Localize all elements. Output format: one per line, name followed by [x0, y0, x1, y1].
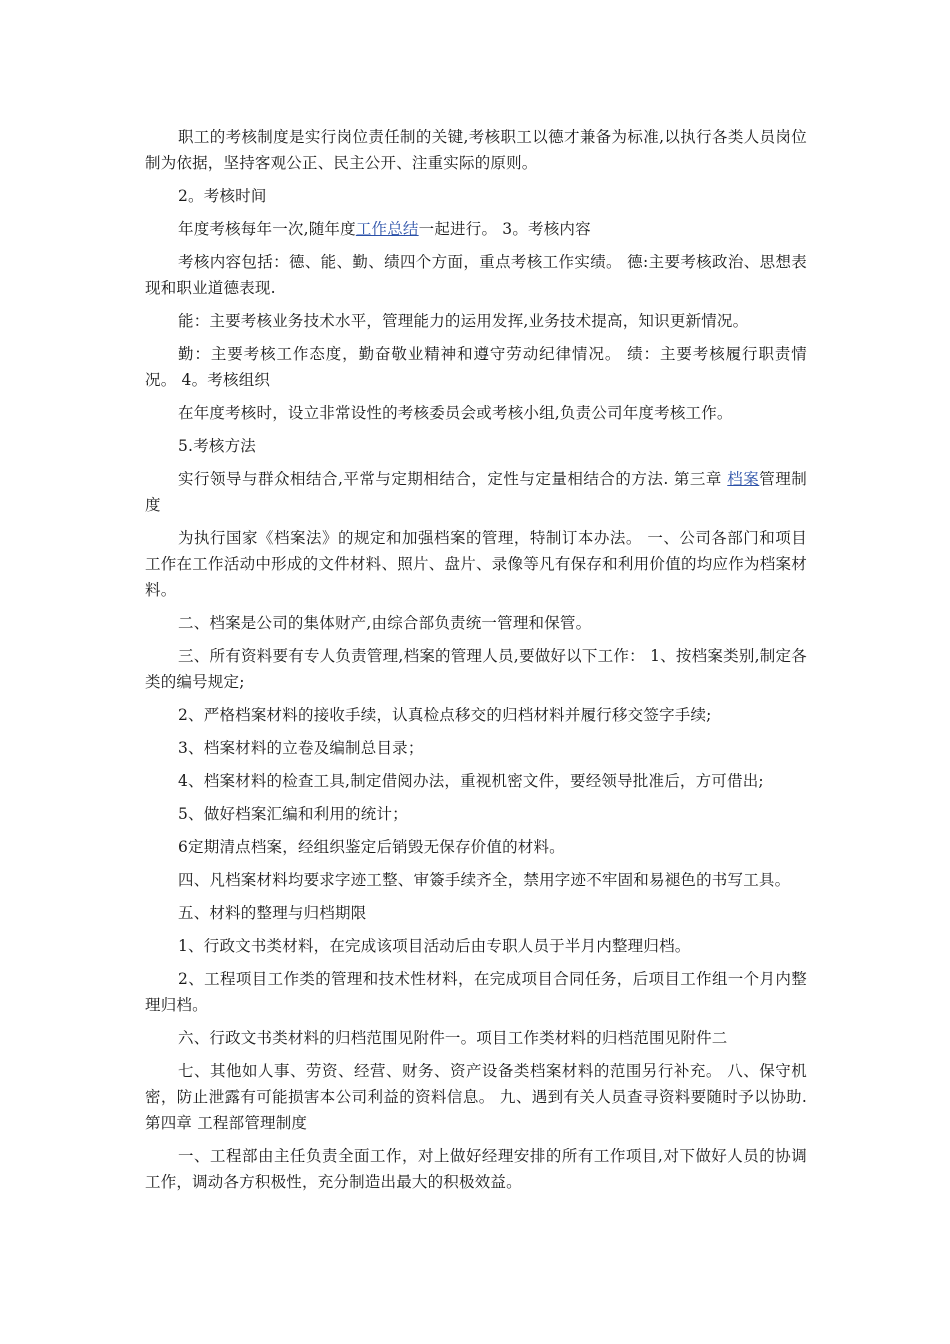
paragraph-text: 实行领导与群众相结合,平常与定期相结合，定性与定量相结合的方法. 第三章	[178, 470, 728, 488]
paragraph	[145, 643, 807, 695]
paragraph-text: 考核内容包括：德、能、勤、绩四个方面，重点考核工作实绩。 德:主要考核政治、思想表现和职业道德表现.	[145, 253, 807, 297]
paragraph	[145, 801, 807, 827]
paragraph	[145, 124, 807, 176]
paragraph-text: 2。考核时间	[178, 187, 267, 205]
inline-link[interactable]: 档案	[727, 470, 760, 488]
paragraph-text: 二、档案是公司的集体财产,由综合部负责统一管理和保管。	[178, 614, 592, 632]
paragraph	[145, 525, 807, 603]
paragraph	[145, 341, 807, 393]
paragraph	[145, 768, 807, 794]
paragraph-text: 职工的考核制度是实行岗位责任制的关键,考核职工以德才兼备为标准,以执行各类人员岗位制为依据，坚持客观公正、民主公开、注重实际的原则。	[145, 128, 807, 172]
paragraph-text: 为执行国家《档案法》的规定和加强档案的管理，特制订本办法。 一、公司各部门和项目工作在工作活动中形成的文件材料、照片、盘片、录像等凡有保存和利用价值的均应作为档案材料。	[145, 529, 807, 599]
paragraph-text: 年度考核每年一次,随年度	[178, 220, 356, 238]
paragraph	[145, 249, 807, 301]
paragraph-text: 五、材料的整理与归档期限	[178, 904, 367, 922]
paragraph	[145, 610, 807, 636]
paragraph	[145, 702, 807, 728]
paragraph-text: 5.考核方法	[178, 437, 256, 455]
paragraph	[145, 1025, 807, 1051]
paragraph-text: 6定期清点档案，经组织鉴定后销毁无保存价值的材料。	[178, 838, 565, 856]
paragraph-text: 四、凡档案材料均要求字迹工整、审簽手续齐全，禁用字迹不牢固和易褪色的书写工具。	[178, 871, 791, 889]
paragraph-text: 勤：主要考核工作态度，勤奋敬业精神和遵守劳动纪律情况。 绩：主要考核履行职责情况。 4。考核组织	[145, 345, 807, 389]
paragraph	[145, 1058, 807, 1136]
paragraph-text: 3、档案材料的立卷及编制总目录；	[178, 739, 424, 757]
paragraph	[145, 183, 807, 209]
paragraph-text: 2、工程项目工作类的管理和技术性材料，在完成项目合同任务，后项目工作组一个月内整理归档。	[145, 970, 807, 1014]
paragraph-text: 4、档案材料的检查工具,制定借阅办法，重视机密文件，要经领导批准后，方可借出;	[178, 772, 764, 790]
document-body	[145, 124, 807, 1202]
paragraph-text: 管理制度	[145, 470, 807, 514]
paragraph-text: 六、行政文书类材料的归档范围见附件一。项目工作类材料的归档范围见附件二	[178, 1029, 728, 1047]
paragraph	[145, 433, 807, 459]
paragraph-text: 能：主要考核业务技术水平，管理能力的运用发挥,业务技术提高，知识更新情况。	[178, 312, 749, 330]
paragraph	[145, 400, 807, 426]
paragraph	[145, 216, 807, 242]
paragraph-text: 在年度考核时，设立非常设性的考核委员会或考核小组,负责公司年度考核工作。	[178, 404, 733, 422]
paragraph	[145, 867, 807, 893]
paragraph-text: 一、工程部由主任负责全面工作，对上做好经理安排的所有工作项目,对下做好人员的协调工作，调动各方积极性，充分制造出最大的积极效益。	[145, 1147, 807, 1191]
paragraph	[145, 834, 807, 860]
paragraph	[145, 900, 807, 926]
paragraph	[145, 1143, 807, 1195]
paragraph-text: 一起进行。 3。考核内容	[418, 220, 591, 238]
paragraph	[145, 933, 807, 959]
paragraph	[145, 308, 807, 334]
paragraph	[145, 966, 807, 1018]
paragraph-text: 三、所有资料要有专人负责管理,档案的管理人员,要做好以下工作： 1、按档案类别,制定各类的编号规定;	[145, 647, 807, 691]
paragraph	[145, 735, 807, 761]
paragraph-text: 5、做好档案汇编和利用的统计；	[178, 805, 408, 823]
paragraph	[145, 466, 807, 518]
paragraph-text: 七、其他如人事、劳资、经营、财务、资产设备类档案材料的范围另行补充。 八、保守机密，防止泄露有可能损害本公司利益的资料信息。 九、遇到有关人员查寻资料要随时予以协助. 第四章 工程部管理制度	[145, 1062, 807, 1132]
inline-link[interactable]: 工作总结	[355, 220, 419, 238]
paragraph-text: 2、严格档案材料的接收手续，认真检点移交的归档材料并履行移交签字手续;	[178, 706, 712, 724]
paragraph-text: 1、行政文书类材料，在完成该项目活动后由专职人员于半月内整理归档。	[178, 937, 691, 955]
